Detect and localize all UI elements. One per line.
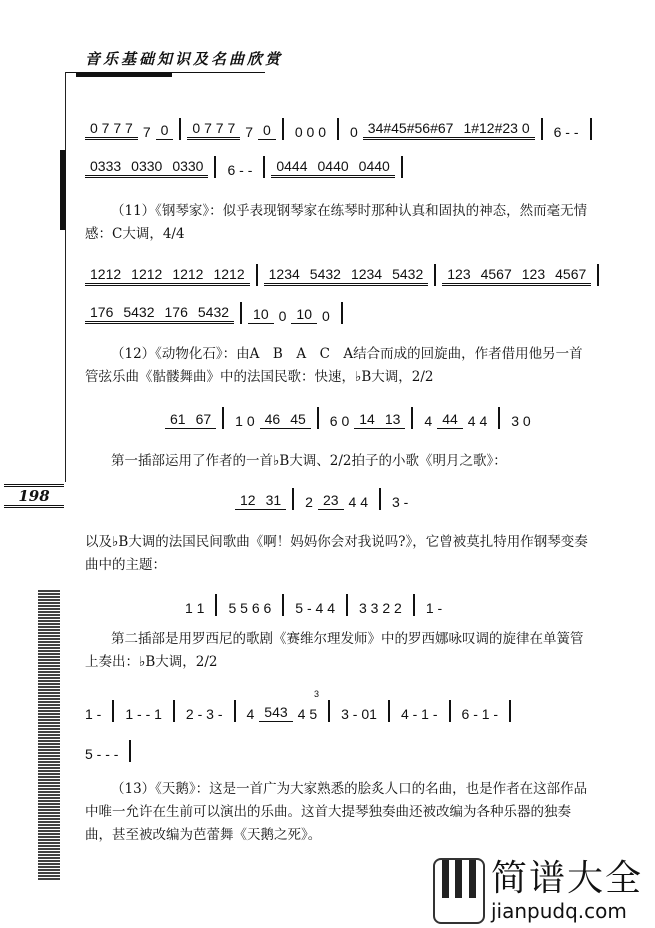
- paragraph-13: （13）《天鹅》：这是一首广为大家熟悉的脍炙人口的名曲，也是作者在这部作品中唯一允许在生前可以演出的乐曲。这首大提琴独奏曲还被改编为各种乐器的独奏曲，甚至被改编为芭蕾舞《天鹅之死》。: [85, 781, 588, 843]
- notation-group: 7: [142, 124, 151, 140]
- notation-group: 4 5: [297, 706, 318, 722]
- notation-group: 1212: [167, 266, 208, 286]
- score-line: [80, 700, 517, 722]
- barline: [317, 407, 319, 429]
- barline: [388, 700, 390, 722]
- notation-group: 0444: [271, 158, 312, 178]
- barline: [413, 594, 415, 616]
- notation-group: 0: [349, 124, 358, 140]
- notation-group: 46: [260, 411, 286, 429]
- notation-group: 543: [259, 704, 292, 722]
- notation-group: 0 0 0: [294, 124, 326, 140]
- notation-group: 31: [261, 492, 287, 510]
- notation-group: 1212: [126, 266, 167, 286]
- notation-group: 4 - 1 -: [400, 706, 438, 722]
- page-number: 198: [4, 484, 64, 508]
- notation-group: 4 4: [348, 494, 368, 510]
- notation-group: 5 - 4 4: [295, 600, 335, 616]
- notation-group: 10: [291, 306, 317, 324]
- barline: [112, 700, 114, 722]
- barline: [597, 264, 599, 286]
- barline: [282, 594, 284, 616]
- barline: [411, 407, 413, 429]
- notation-group: 1#12#23 0: [458, 120, 534, 140]
- notation-group: 0: [156, 122, 174, 140]
- barline: [263, 156, 265, 178]
- notation-group: 6 0: [329, 413, 350, 429]
- notation-group: 5432: [193, 304, 234, 324]
- notation-group: 1 -: [85, 706, 102, 722]
- notation-group: 14: [354, 411, 380, 429]
- barline: [341, 302, 343, 324]
- paragraph-11: （11）《钢琴家》：似乎表现钢琴家在练琴时那种认真和固执的神态，然而毫无情感：C大调，4/4: [85, 203, 588, 242]
- notation-group: 3 -: [392, 494, 409, 510]
- barline: [222, 407, 224, 429]
- notation-group: 44: [437, 411, 463, 429]
- notation-group: 1 - - 1: [125, 706, 162, 722]
- notation-group: 45: [285, 411, 311, 429]
- barline: [498, 407, 500, 429]
- notation-group: 2: [305, 494, 313, 510]
- barline: [449, 700, 451, 722]
- paragraph-episode-1b: 以及♭B大调的法国民间歌曲《啊！妈妈你会对我说吗?》，它曾被莫扎特用作钢琴变奏曲中的主题：: [85, 534, 588, 573]
- notation-group: 23: [318, 492, 344, 510]
- score-line: [235, 488, 413, 510]
- notation-group: 2 - 3 -: [185, 706, 223, 722]
- notation-group: 0440: [313, 158, 354, 178]
- notation-group: 0330: [167, 158, 208, 178]
- notation-group: 5432: [118, 304, 159, 324]
- notation-group: 13: [380, 411, 406, 429]
- notation-group: 4: [246, 706, 255, 722]
- barline: [541, 118, 543, 140]
- notation-group: 176: [160, 304, 193, 324]
- notation-group: 1 1: [185, 600, 205, 616]
- watermark-logo: [433, 858, 643, 924]
- score-line: [165, 407, 536, 429]
- margin-rule: [65, 72, 66, 482]
- notation-group: 5 5 6 6: [228, 600, 272, 616]
- notation-group: 0: [321, 308, 330, 324]
- barline: [379, 488, 381, 510]
- score-line: [85, 264, 605, 286]
- notation-group: 4567: [476, 266, 517, 286]
- piano-keys-icon: [433, 858, 485, 924]
- barline: [214, 156, 216, 178]
- barline: [129, 740, 131, 762]
- barline: [434, 264, 436, 286]
- score-line: [85, 302, 349, 324]
- notation-group: 0: [278, 308, 287, 324]
- logo-url: jianpudq.com: [491, 899, 627, 923]
- paragraph-episode-1: 第一插部运用了作者的一首♭B大调、2/2拍子的小歌《明月之歌》：: [111, 453, 507, 469]
- score-line: [80, 740, 137, 762]
- notation-group: 0440: [354, 158, 395, 178]
- notation-group: 4: [424, 413, 433, 429]
- notation-group: 123: [442, 266, 475, 286]
- notation-group: 1212: [208, 266, 249, 286]
- notation-group: 1234: [346, 266, 387, 286]
- notation-group: 4567: [550, 266, 591, 286]
- triplet-mark: 3: [314, 689, 320, 699]
- barline: [215, 594, 217, 616]
- notation-group: 5432: [305, 266, 346, 286]
- barline: [509, 700, 511, 722]
- running-header: 音乐基础知识及名曲欣赏: [85, 50, 284, 68]
- notation-group: 3 3 2 2: [359, 600, 402, 616]
- notation-group: 61: [165, 411, 191, 429]
- paragraph-12: （12）《动物化石》：由A B A C A结合而成的回旋曲，作者借用他另一首管弦乐曲《骷髅舞曲》中的法国民歌：快速，♭B大调，2/2: [85, 346, 583, 385]
- notation-group: 67: [191, 411, 217, 429]
- barline: [590, 118, 592, 140]
- notation-group: 1 0: [235, 413, 255, 429]
- barline: [179, 118, 181, 140]
- notation-group: 0330: [126, 158, 167, 178]
- notation-group: 6 - 1 -: [461, 706, 499, 722]
- notation-group: 0333: [85, 158, 126, 178]
- barline: [173, 700, 175, 722]
- barline: [256, 264, 258, 286]
- notation-group: 1234: [264, 266, 305, 286]
- notation-group: 12: [235, 492, 261, 510]
- notation-group: 1212: [85, 266, 126, 286]
- notation-group: 3 0: [511, 413, 531, 429]
- barline: [282, 118, 284, 140]
- notation-group: 123: [517, 266, 550, 286]
- notation-group: 4 4: [467, 413, 488, 429]
- notation-group: 34#45#56#67: [363, 120, 459, 140]
- notation-group: 176: [85, 304, 118, 324]
- logo-name: 简谱大全: [491, 858, 644, 899]
- notation-group: 10: [248, 306, 274, 324]
- notation-group: 0 7 7 7: [85, 120, 138, 140]
- notation-group: 5 - - -: [85, 746, 119, 762]
- barline: [401, 156, 403, 178]
- barline: [240, 302, 242, 324]
- notation-group: 6 - -: [227, 162, 253, 178]
- notation-group: 0: [258, 122, 276, 140]
- notation-group: 5432: [387, 266, 428, 286]
- margin-bar: [60, 150, 66, 230]
- header-bar: [76, 73, 172, 77]
- notation-group: 1 -: [425, 600, 443, 616]
- score-line: [180, 594, 447, 616]
- decorative-strip: [38, 590, 60, 880]
- barline: [346, 594, 348, 616]
- notation-group: 0 7 7 7: [187, 120, 240, 140]
- score-line: [85, 156, 409, 178]
- paragraph-episode-2: 第二插部是用罗西尼的歌剧《赛维尔理发师》中的罗西娜咏叹调的旋律在单簧管上奏出：♭B大调，2/2: [85, 631, 584, 670]
- barline: [234, 700, 236, 722]
- score-line: [85, 118, 598, 140]
- barline: [337, 118, 339, 140]
- barline: [292, 488, 294, 510]
- notation-group: 6 - -: [553, 124, 579, 140]
- barline: [328, 700, 330, 722]
- notation-group: 3 - 01: [341, 706, 377, 722]
- notation-group: 7: [245, 124, 254, 140]
